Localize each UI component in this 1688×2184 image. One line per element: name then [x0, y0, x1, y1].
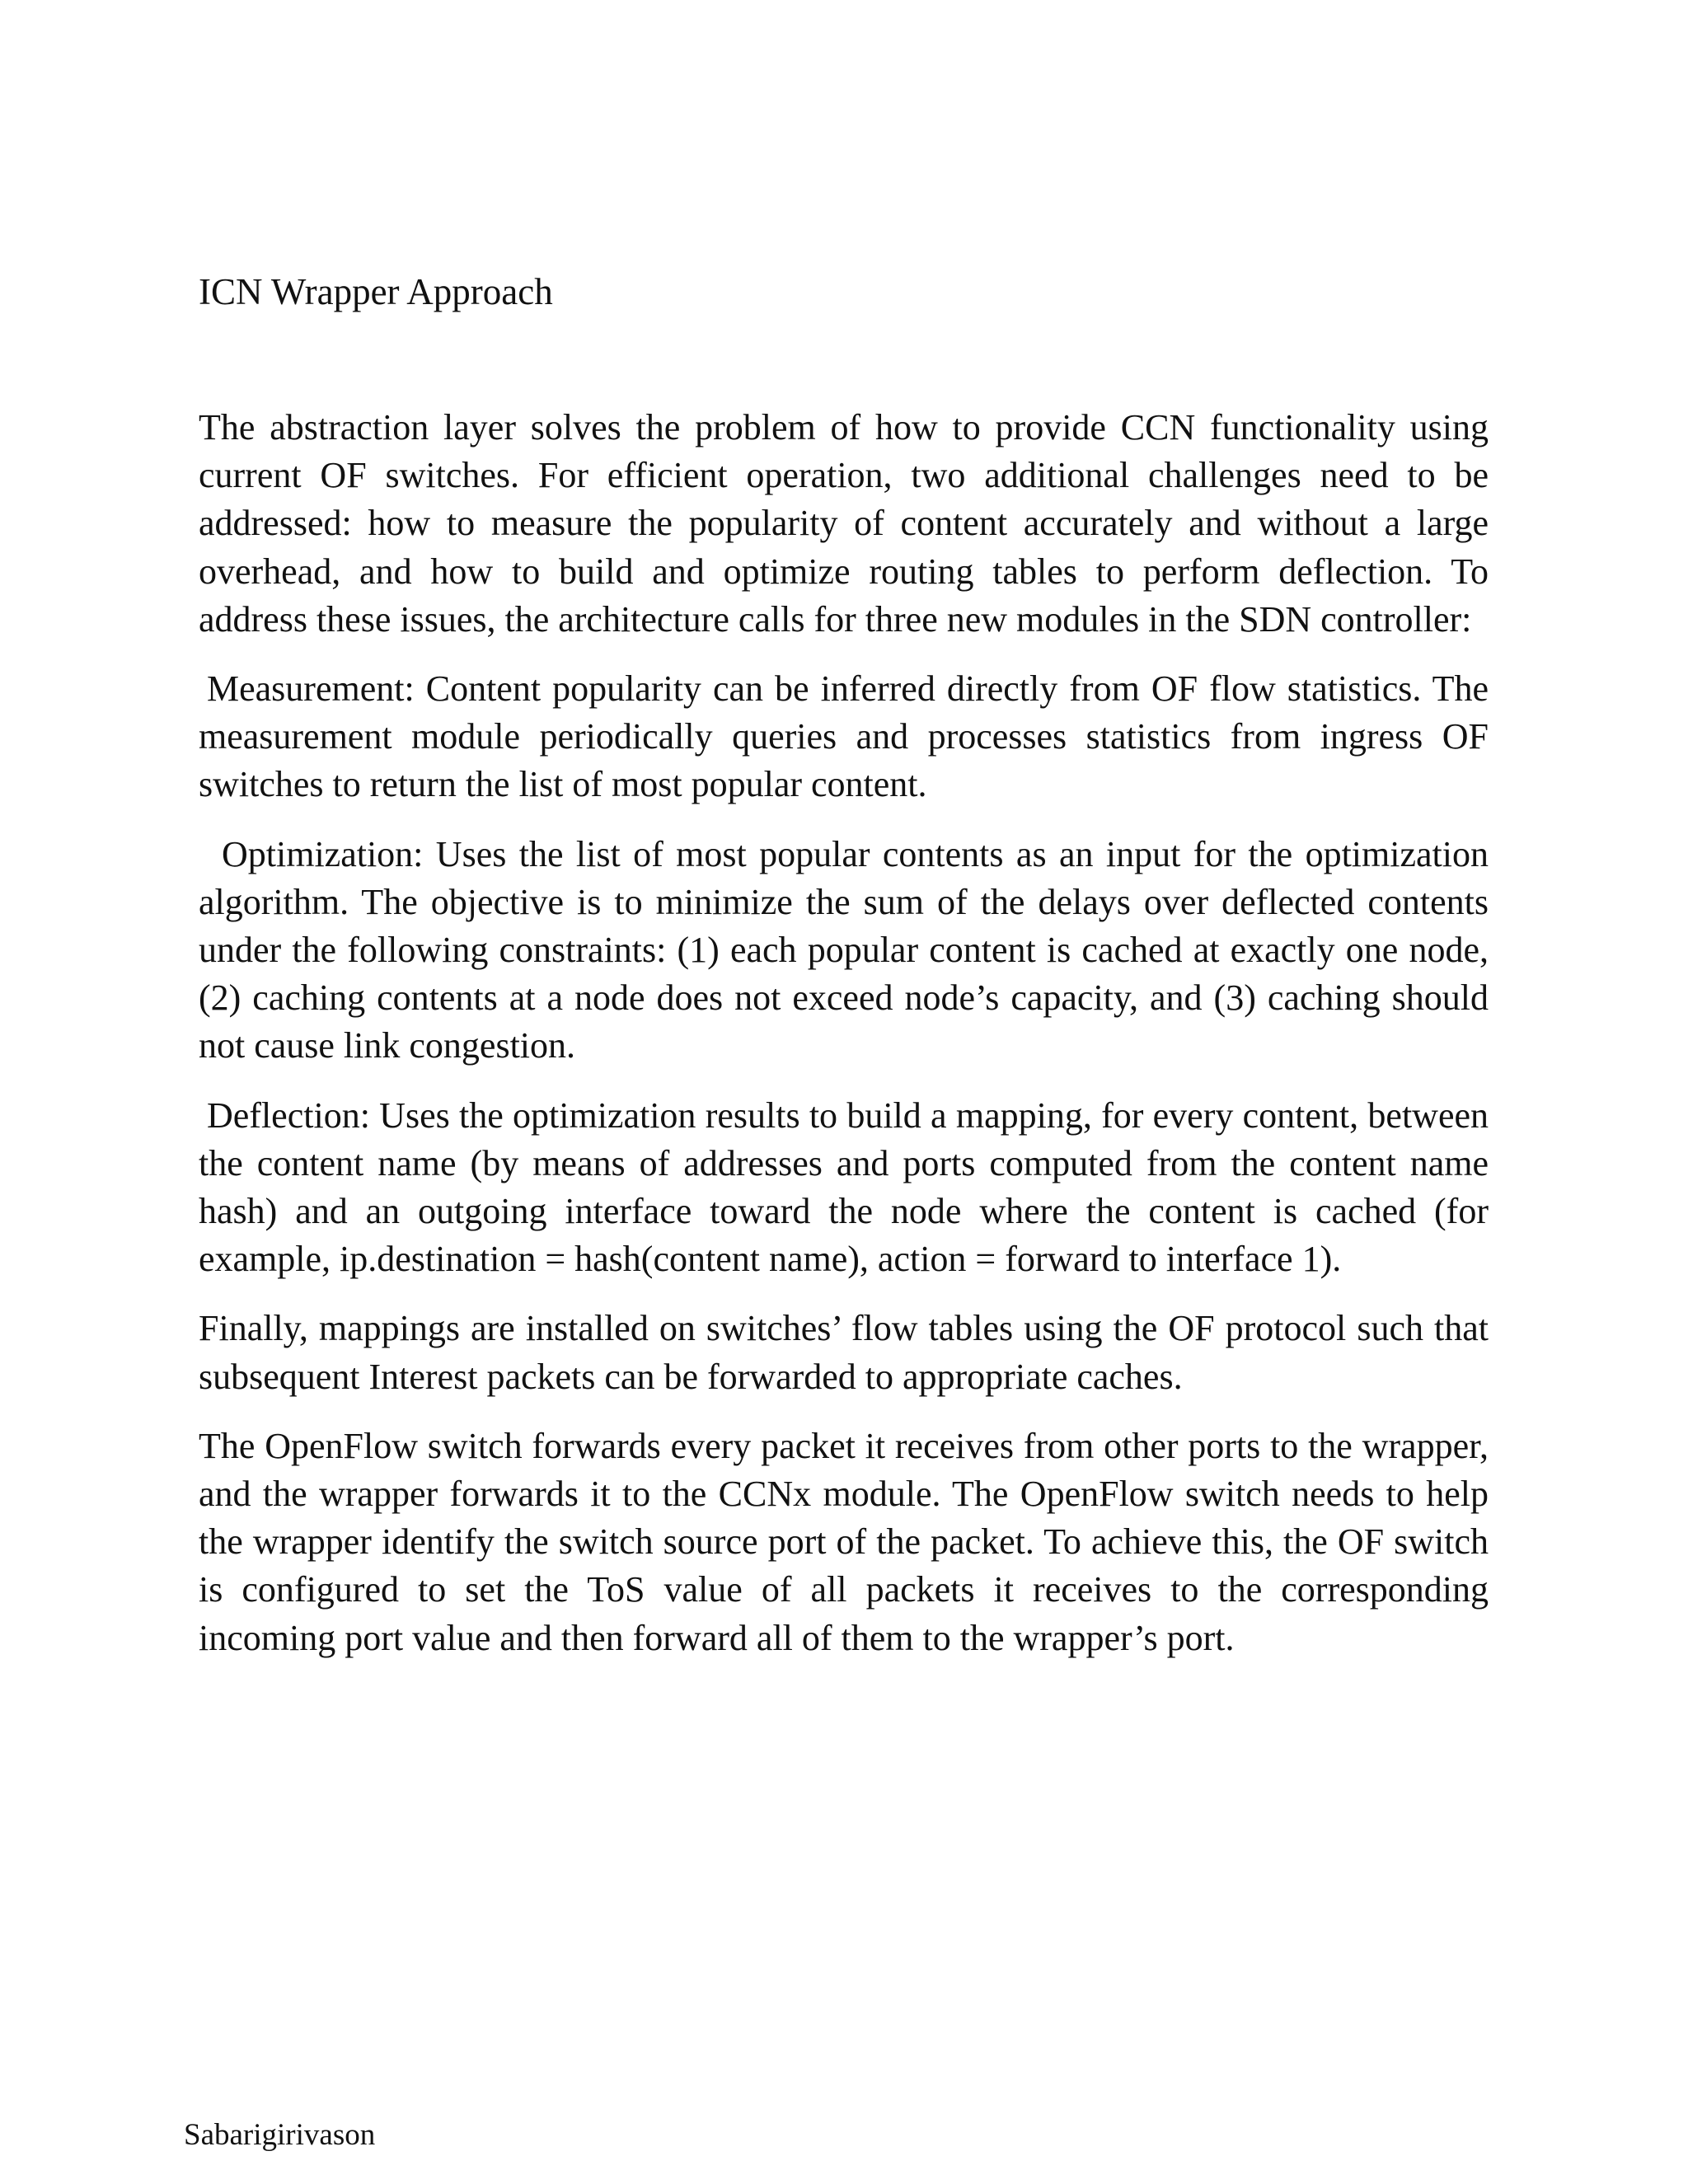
openflow-paragraph: The OpenFlow switch forwards every packet it receives from other ports to the wrapper, and the wrapper forwards it to the CCNx module. The OpenFlow switch needs to help the wrapper identify the switch source port of the packet. To achieve this, the OF switch is configured to set the ToS value of all packets it receives to the corresponding incoming port value and then forward all of them to the wrapper’s port. [199, 1425, 1489, 1658]
deflection-paragraph: Deflection: Uses the optimization results to build a mapping, for every content, between the content name (by means of addresses and ports computed from the content name hash) and an outgoing interface toward the node where the content is cached (for example, ip.destination = hash(content name), action = forward to interface 1). [199, 1094, 1489, 1280]
optimization-paragraph: Optimization: Uses the list of most popular contents as an input for the optimization algorithm. The objective is to minimize the sum of the delays over deflected contents under the following constraints: (1) each popular content is cached at exactly one node, (2) caching contents at a node does not exceed node’s capacity, and (3) caching should not cause link congestion. [199, 833, 1489, 1066]
page-title: ICN Wrapper Approach [199, 271, 553, 312]
finally-paragraph: Finally, mappings are installed on switches’ flow tables using the OF protocol such that subsequent Interest packets can be forwarded to appropriate caches. [199, 1308, 1489, 1397]
footer-author: Sabarigirivason [184, 2118, 376, 2152]
body-text [199, 404, 1489, 1684]
header-mark [827, 0, 860, 3]
measurement-paragraph: Measurement: Content popularity can be inferred directly from OF flow statistics. The measurement module periodically queries and processes statistics from ingress OF switches to return the list of most popular content. [199, 668, 1489, 805]
intro-paragraph: The abstraction layer solves the problem of how to provide CCN functionality using current OF switches. For efficient operation, two additional challenges need to be addressed: how to measure the popularity of content accurately and without a large overhead, and how to build and optimize routing tables to perform deflection. To address these issues, the architecture calls for three new modules in the SDN controller: [199, 407, 1489, 640]
